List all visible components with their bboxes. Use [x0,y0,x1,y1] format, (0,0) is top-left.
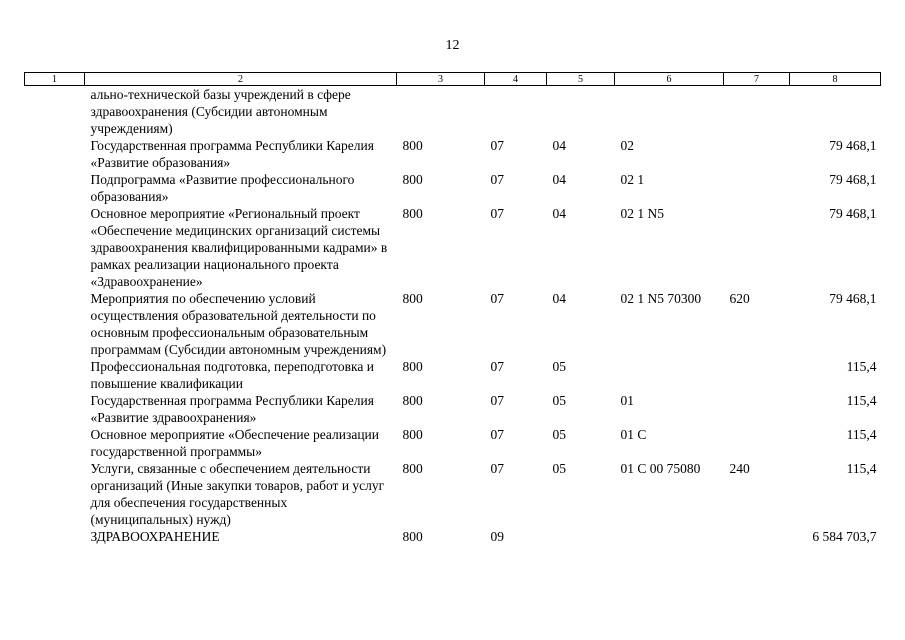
target-article-cell [615,528,724,545]
ministry-code-cell: 800 [402,172,423,187]
table-row [25,460,881,528]
section-code-cell: 07 [490,138,504,153]
expense-type-cell [724,426,790,460]
item-name-cell: Государственная программа Республики Карелия «Развитие здравоохранения» [90,393,374,425]
item-name-cell: Услуги, связанные с обеспечением деятельности организаций (Иные закупки товаров, работ и услуг для обеспечения государственных (муниципальных) нужд) [90,461,385,527]
table-row [25,137,881,171]
section-code-cell: 09 [490,529,504,544]
target-article-cell: 01 С [620,427,647,442]
expense-type-cell: 620 [729,291,750,306]
expense-type-cell [724,205,790,290]
column-1-cell [25,392,85,426]
column-header: 4 [485,73,547,86]
column-1-cell [25,86,85,138]
column-header: 2 [85,73,397,86]
target-article-cell: 02 1 N5 [620,206,664,221]
subsection-code-cell: 04 [552,206,566,221]
amount-cell: 115,4 [846,359,877,374]
column-1-cell [25,290,85,358]
column-header: 6 [615,73,724,86]
subsection-code-cell [547,86,615,138]
ministry-code-cell: 800 [402,206,423,221]
expense-type-cell: 240 [729,461,750,476]
column-header: 3 [397,73,485,86]
table-row [25,205,881,290]
page-number: 12 [445,38,460,53]
column-1-cell [25,460,85,528]
table-row [25,392,881,426]
expense-type-cell [724,528,790,545]
table-row [25,426,881,460]
target-article-cell: 01 С 00 75080 [620,461,701,476]
item-name-cell: Подпрограмма «Развитие профессионального образования» [90,172,355,204]
amount-cell: 115,4 [846,461,877,476]
target-article-cell [615,358,724,392]
subsection-code-cell: 05 [552,461,566,476]
column-header: 7 [724,73,790,86]
ministry-code-cell: 800 [402,393,423,408]
target-article-cell: 02 1 [620,172,645,187]
subsection-code-cell [547,528,615,545]
subsection-code-cell: 04 [552,172,566,187]
ministry-code-cell: 800 [402,359,423,374]
table-row [25,86,881,138]
table-row [25,528,881,545]
column-1-cell [25,205,85,290]
column-1-cell [25,528,85,545]
ministry-code-cell: 800 [402,427,423,442]
section-code-cell: 07 [490,206,504,221]
target-article-cell: 01 [620,393,634,408]
amount-cell: 115,4 [846,393,877,408]
amount-cell: 6 584 703,7 [812,529,877,544]
item-name-cell: Государственная программа Республики Карелия «Развитие образования» [90,138,374,170]
section-code-cell: 07 [490,359,504,374]
column-header: 8 [790,73,881,86]
target-article-cell: 02 [620,138,634,153]
target-article-cell: 02 1 N5 70300 [620,291,702,306]
ministry-code-cell [397,86,485,138]
amount-cell: 79 468,1 [829,291,877,306]
item-name-cell: Основное мероприятие «Обеспечение реализации государственной программы» [90,427,379,459]
section-code-cell: 07 [490,291,504,306]
column-1-cell [25,426,85,460]
ministry-code-cell: 800 [402,529,423,544]
section-code-cell [485,86,547,138]
expense-type-cell [724,358,790,392]
ministry-code-cell: 800 [402,291,423,306]
item-name-cell: ЗДРАВООХРАНЕНИЕ [90,529,220,544]
column-1-cell [25,358,85,392]
subsection-code-cell: 05 [552,359,566,374]
expense-type-cell [724,171,790,205]
column-header: 5 [547,73,615,86]
amount-cell: 115,4 [846,427,877,442]
target-article-cell [615,86,724,138]
section-code-cell: 07 [490,393,504,408]
amount-cell: 79 468,1 [829,206,877,221]
table-row [25,171,881,205]
amount-cell: 79 468,1 [829,172,877,187]
item-name-cell: ально-технической базы учреждений в сфере здравоохранения (Субсидии автономным учреждениям) [90,87,351,136]
expense-type-cell [724,86,790,138]
table-row [25,358,881,392]
ministry-code-cell: 800 [402,138,423,153]
item-name-cell: Мероприятия по обеспечению условий осуществления образовательной деятельности по основным профессиональным образовательным программам (Субсидии автономным учреждениям) [90,291,387,357]
budget-table [24,72,881,545]
header-row [25,73,881,86]
subsection-code-cell: 04 [552,138,566,153]
amount-cell: 79 468,1 [829,138,877,153]
column-header: 1 [25,73,85,86]
section-code-cell: 07 [490,461,504,476]
section-code-cell: 07 [490,427,504,442]
subsection-code-cell: 05 [552,427,566,442]
amount-cell [790,86,881,138]
subsection-code-cell: 04 [552,291,566,306]
column-1-cell [25,171,85,205]
table-row [25,290,881,358]
expense-type-cell [724,137,790,171]
subsection-code-cell: 05 [552,393,566,408]
section-code-cell: 07 [490,172,504,187]
item-name-cell: Основное мероприятие «Региональный проект «Обеспечение медицинских организаций системы здравоохранения квалифицированными кадрами» в рамках реализации национального проекта «Здравоохранение» [90,206,388,289]
ministry-code-cell: 800 [402,461,423,476]
item-name-cell: Профессиональная подготовка, переподготовка и повышение квалификации [90,359,374,391]
expense-type-cell [724,392,790,426]
column-1-cell [25,137,85,171]
